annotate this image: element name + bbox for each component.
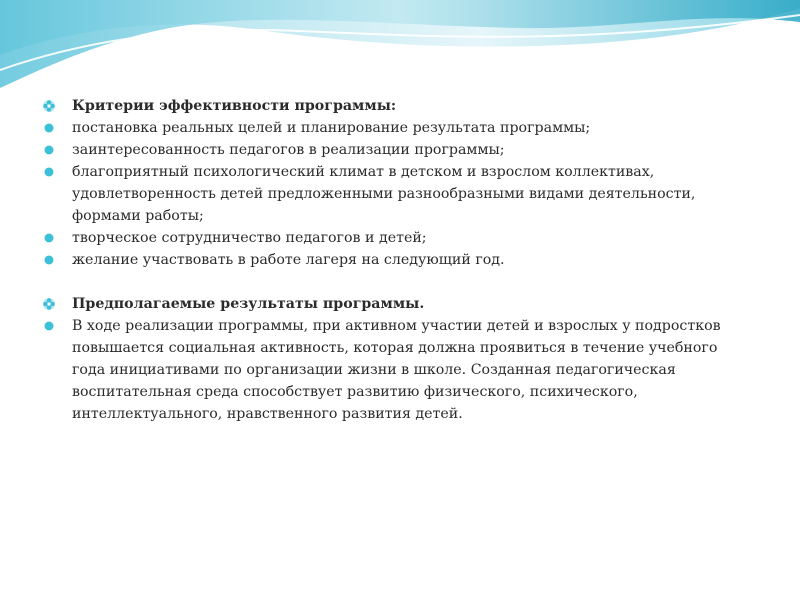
dot-icon xyxy=(42,319,56,333)
dot-icon xyxy=(42,165,56,179)
list-item-text: заинтересованность педагогов в реализации программы; xyxy=(72,142,505,158)
list-item xyxy=(42,117,742,139)
list-item xyxy=(42,139,742,161)
criteria-heading: Критерии эффективности программы: xyxy=(72,98,397,114)
list-item-text: благоприятный психологический климат в детском и взрослом коллективах, удовлетворенность детей предложенными разнообразными видами деятельности, формами работы; xyxy=(72,164,696,224)
list-item xyxy=(42,227,742,249)
dot-icon xyxy=(42,231,56,245)
dot-icon xyxy=(42,143,56,157)
header-wave-decoration xyxy=(0,0,800,100)
list-item-text: В ходе реализации программы, при активном участии детей и взрослых у подростков повышается социальная активность, которая должна проявиться в течение учебного года инициативами по организации жизни в школе. Созданная педагогическая воспитательная среда способствует развитию физического, психического, интеллектуального, нравственного развития детей. xyxy=(72,318,721,422)
list-item-text: творческое сотрудничество педагогов и детей; xyxy=(72,230,427,246)
list-item-text: постановка реальных целей и планирование результата программы; xyxy=(72,120,591,136)
section-heading xyxy=(42,293,742,315)
list-item xyxy=(42,315,742,425)
list-item xyxy=(42,161,742,227)
list-item-text: желание участвовать в работе лагеря на следующий год. xyxy=(72,252,505,268)
flower-icon xyxy=(42,99,56,113)
list-item xyxy=(42,249,742,271)
results-heading: Предполагаемые результаты программы. xyxy=(72,296,425,312)
dot-icon xyxy=(42,253,56,267)
dot-icon xyxy=(42,121,56,135)
flower-icon xyxy=(42,297,56,311)
slide-content xyxy=(42,95,742,425)
section-heading xyxy=(42,95,742,117)
